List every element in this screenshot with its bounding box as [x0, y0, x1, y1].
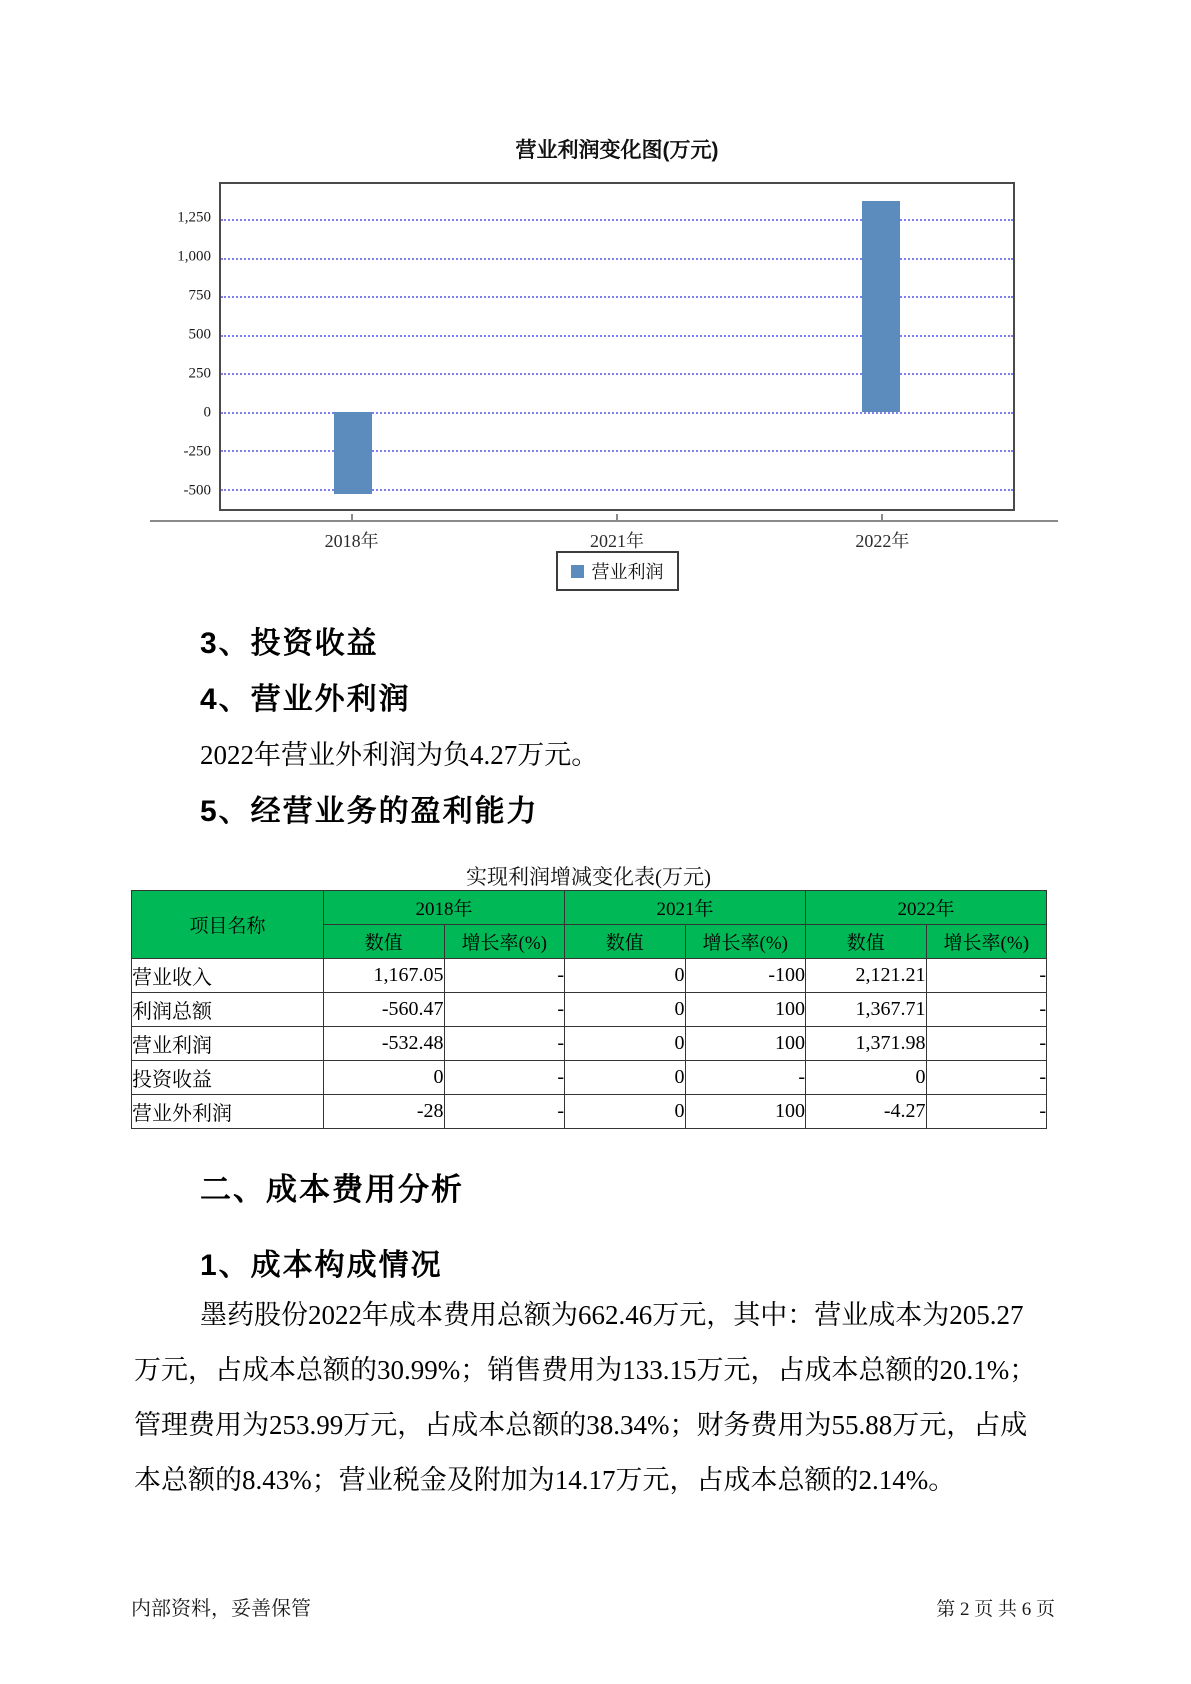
table-row: [132, 959, 1047, 993]
chart-legend: [219, 551, 1015, 591]
x-tick-label: 2021年: [590, 531, 644, 551]
table-row: [132, 1027, 1047, 1061]
y-tick-label: 750: [188, 287, 211, 304]
table-row: [132, 1095, 1047, 1129]
y-tick-label: -250: [183, 443, 211, 460]
heading-investment-income: 3、投资收益: [200, 627, 379, 660]
cell-value: 2,121.21: [806, 959, 927, 993]
heading-cost-composition: 1、成本构成情况: [200, 1249, 443, 1282]
y-tick-label: 250: [188, 365, 211, 382]
row-item-name: 利润总额: [132, 993, 324, 1027]
row-item-name: 营业利润: [132, 1027, 324, 1061]
sub-header-value: 数值: [806, 925, 927, 959]
cell-value: -: [926, 1095, 1047, 1129]
sub-header-value: 数值: [565, 925, 686, 959]
cell-value: 0: [806, 1061, 927, 1095]
col-header-2022: 2022年: [806, 891, 1047, 925]
cell-value: -: [926, 993, 1047, 1027]
cell-value: -28: [324, 1095, 445, 1129]
col-header-2018: 2018年: [324, 891, 565, 925]
row-item-name: 营业收入: [132, 959, 324, 993]
sub-header-value: 数值: [324, 925, 445, 959]
y-tick-label: -500: [183, 482, 211, 499]
y-tick-label: 1,000: [177, 248, 211, 265]
cell-value: 0: [324, 1061, 445, 1095]
x-axis-labels: [219, 527, 1015, 551]
x-axis-ticks: [219, 514, 1015, 521]
x-tick-mark: [616, 514, 618, 521]
col-header-item: 项目名称: [132, 891, 324, 959]
table-row: [132, 1061, 1047, 1095]
cell-value: 100: [685, 1095, 806, 1129]
cell-value: -100: [685, 959, 806, 993]
y-axis-labels: [100, 182, 211, 511]
cell-value: 1,167.05: [324, 959, 445, 993]
table-header-year-row: [132, 891, 1047, 925]
y-tick-label: 0: [203, 404, 211, 421]
x-tick-label: 2022年: [855, 531, 910, 551]
legend-label: 营业利润: [591, 562, 664, 582]
x-tick-mark: [881, 514, 883, 521]
legend-color-swatch: [571, 565, 584, 578]
heading-cost-analysis: 二、成本费用分析: [200, 1172, 464, 1207]
chart-title: 营业利润变化图(万元): [515, 139, 719, 162]
cell-value: -: [444, 1061, 565, 1095]
cell-value: 100: [685, 993, 806, 1027]
cell-value: -: [444, 1027, 565, 1061]
row-item-name: 投资收益: [132, 1061, 324, 1095]
legend-box: [556, 551, 679, 591]
plot-area: [219, 182, 1015, 511]
cell-value: -: [685, 1061, 806, 1095]
bar-2022年: [862, 201, 900, 412]
cell-value: -560.47: [324, 993, 445, 1027]
sub-header-growth: 增长率(%): [685, 925, 806, 959]
row-item-name: 营业外利润: [132, 1095, 324, 1129]
y-tick-label: 500: [188, 326, 211, 343]
cell-value: 0: [565, 993, 686, 1027]
cell-value: 0: [565, 1095, 686, 1129]
cell-value: -: [444, 959, 565, 993]
x-tick-mark: [351, 514, 353, 521]
footer-page-number: 第 2 页 共 6 页: [936, 1599, 1055, 1620]
cell-value: -532.48: [324, 1027, 445, 1061]
cell-value: 100: [685, 1027, 806, 1061]
footer-confidential-note: 内部资料，妥善保管: [131, 1598, 311, 1620]
cell-value: -: [926, 1061, 1047, 1095]
bar-2018年: [334, 412, 372, 494]
cell-value: 1,371.98: [806, 1027, 927, 1061]
x-tick-label: 2018年: [324, 531, 379, 551]
heading-profitability: 5、经营业务的盈利能力: [200, 795, 539, 828]
cell-value: -: [444, 1095, 565, 1129]
table-title: 实现利润增减变化表(万元): [466, 865, 711, 889]
col-header-2021: 2021年: [565, 891, 806, 925]
cell-value: 0: [565, 1061, 686, 1095]
cell-value: -: [926, 1027, 1047, 1061]
paragraph-non-operating-profit: 2022年营业外利润为负4.27万元。: [200, 740, 599, 770]
sub-header-growth: 增长率(%): [444, 925, 565, 959]
cell-value: -: [926, 959, 1047, 993]
profit-table-body: [132, 959, 1047, 1129]
profit-change-table: [131, 890, 1047, 1129]
cell-value: -4.27: [806, 1095, 927, 1129]
cell-value: 1,367.71: [806, 993, 927, 1027]
heading-non-operating-profit: 4、营业外利润: [200, 683, 411, 716]
cell-value: 0: [565, 1027, 686, 1061]
table-row: [132, 993, 1047, 1027]
sub-header-growth: 增长率(%): [926, 925, 1047, 959]
y-tick-label: 1,250: [177, 209, 211, 226]
cell-value: 0: [565, 959, 686, 993]
paragraph-cost-composition: 墨药股份2022年成本费用总额为662.46万元，其中：营业成本为205.27万元，占成本总额的30.99%；销售费用为133.15万元，占成本总额的20.1%；管理费用为253.99万元，占成本总额的38.34%；财务费用为55.88万元，占成本总额的8.43%；营业税金及附加为14.17万元，占成本总额的2.14%。: [134, 1300, 1037, 1495]
cell-value: -: [444, 993, 565, 1027]
